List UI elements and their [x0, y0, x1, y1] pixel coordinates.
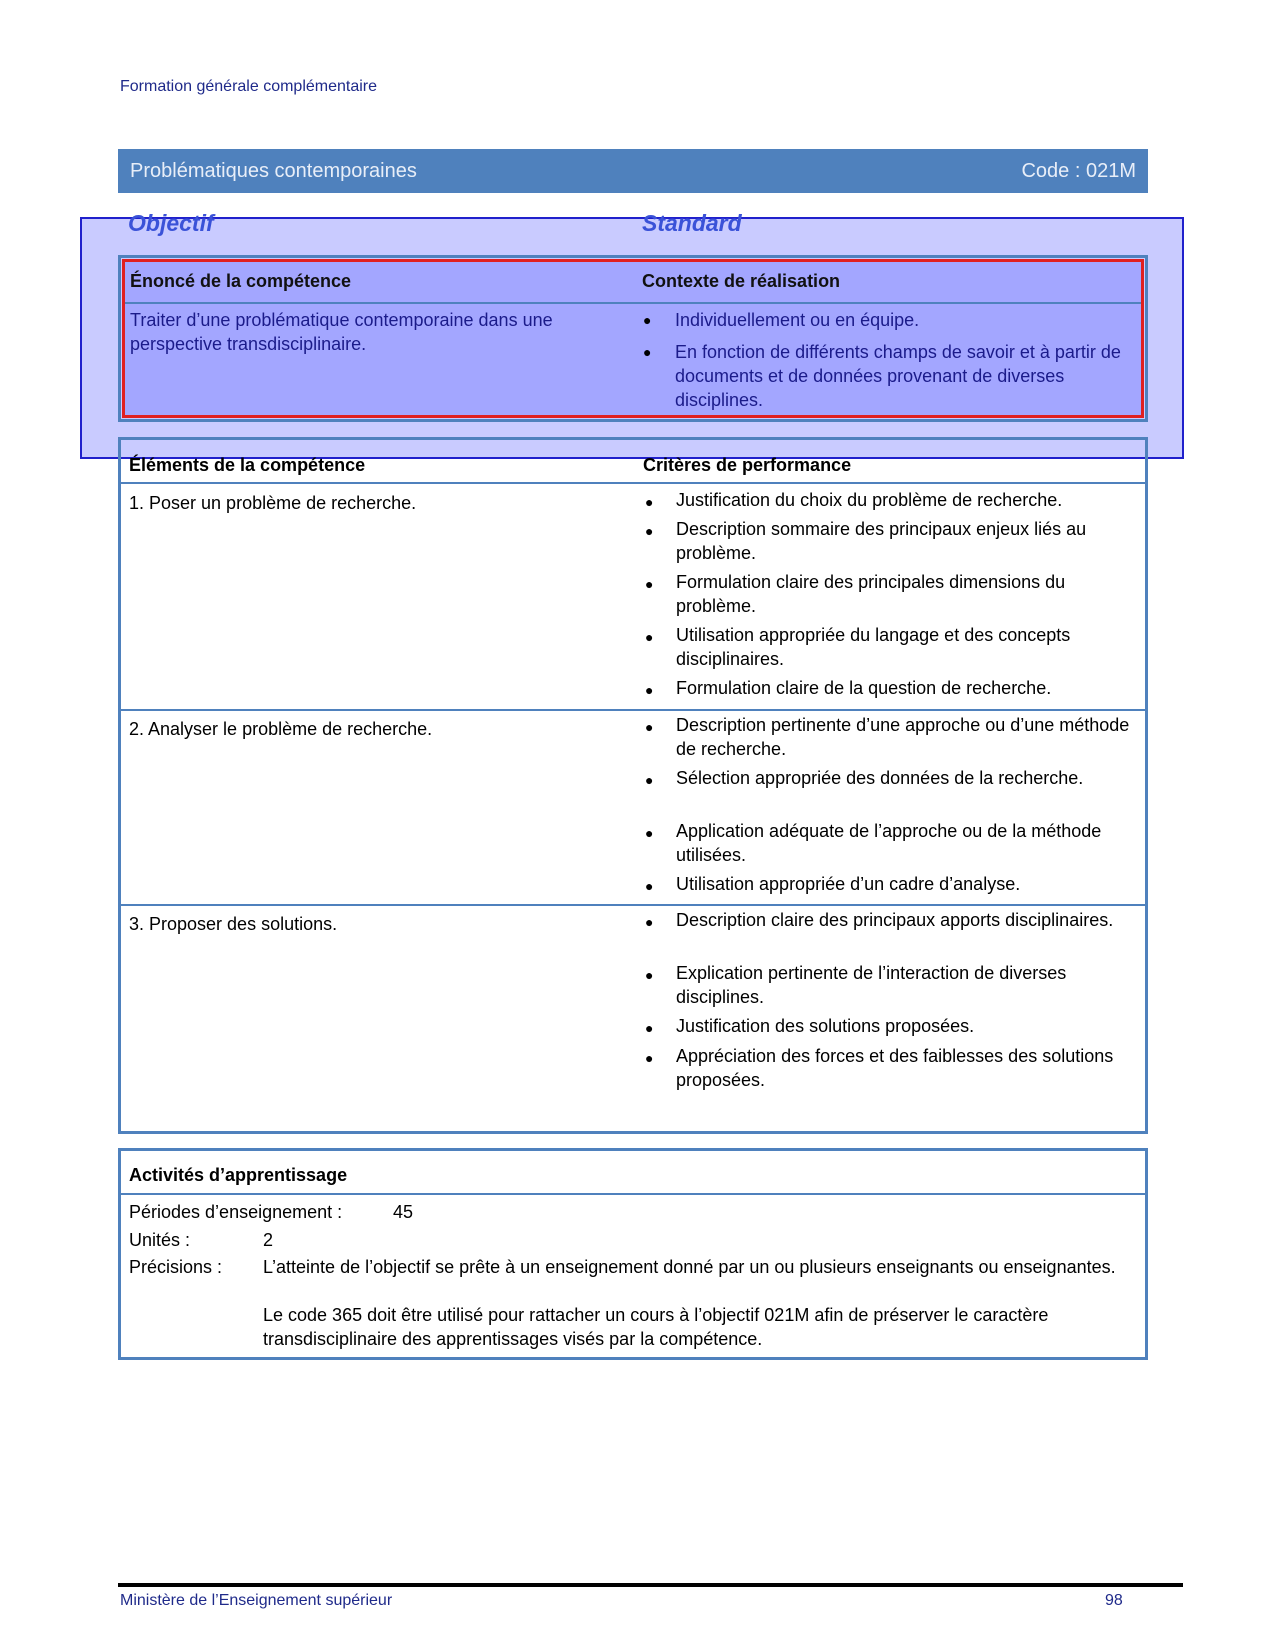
bullet-icon: ●	[645, 719, 654, 735]
criteria-item: Sélection appropriée des données de la recherche.	[676, 768, 1084, 788]
units-value: 2	[263, 1230, 274, 1250]
title-bar	[118, 149, 1148, 193]
contexte-item: En fonction de différents champs de savoir et à partir de documents et de données provenant de diverses disciplines.	[675, 342, 1121, 410]
periods-label: Périodes d’enseignement :	[129, 1202, 343, 1222]
bullet-icon: ●	[645, 682, 654, 698]
activities-heading: Activités d’apprentissage	[129, 1165, 348, 1185]
row-divider	[121, 709, 1145, 711]
bullet-icon: ●	[645, 772, 654, 788]
bullet-icon: ●	[645, 629, 654, 645]
criteria-item: Description pertinente d’une approche ou d’une méthode de recherche.	[676, 715, 1130, 759]
element-item: 1. Poser un problème de recherche.	[129, 493, 417, 513]
elements-heading: Éléments de la compétence	[129, 455, 366, 475]
page-title: Problématiques contemporaines	[130, 160, 417, 182]
objective-selection-frame	[122, 259, 1144, 418]
bullet-icon: ●	[645, 878, 654, 894]
bullet-icon: ●	[645, 967, 654, 983]
bullet-icon: ●	[645, 914, 654, 930]
elements-box	[118, 437, 1148, 1134]
periods-value: 45	[393, 1202, 414, 1222]
criteria-item: Formulation claire de la question de recherche.	[676, 678, 1052, 698]
criteria-item: Description claire des principaux apports disciplinaires.	[676, 910, 1114, 930]
row-divider	[121, 904, 1145, 906]
criteria-item: Formulation claire des principales dimensions du problème.	[676, 572, 1066, 616]
elements-divider	[121, 482, 1145, 484]
footer-rule	[118, 1583, 1183, 1587]
enonce-text: Traiter d’une problématique contemporaine dans une perspective transdisciplinaire.	[130, 310, 553, 354]
precisions-text: L’atteinte de l’objectif se prête à un enseignement donné par un ou plusieurs enseignants ou enseignantes.	[263, 1257, 1116, 1277]
activities-box	[118, 1148, 1148, 1360]
course-code: Code : 021M	[1021, 160, 1136, 182]
contexte-heading: Contexte de réalisation	[642, 271, 841, 291]
criteria-item: Explication pertinente de l’interaction de diverses disciplines.	[676, 963, 1067, 1007]
bullet-icon: ●	[645, 576, 654, 592]
bullet-icon: ●	[645, 1020, 654, 1036]
criteria-item: Application adéquate de l’approche ou de la méthode utilisées.	[676, 821, 1102, 865]
precisions-label: Précisions :	[129, 1257, 223, 1277]
criteria-item: Description sommaire des principaux enjeux liés au problème.	[676, 519, 1087, 563]
element-item: 2. Analyser le problème de recherche.	[129, 719, 433, 739]
bullet-icon: ●	[645, 494, 654, 510]
element-item: 3. Proposer des solutions.	[129, 914, 338, 934]
objective-divider	[125, 302, 1141, 304]
units-label: Unités :	[129, 1230, 191, 1250]
footer-ministry: Ministère de l’Enseignement supérieur	[120, 1592, 393, 1609]
page-number: 98	[1105, 1592, 1123, 1609]
criteria-heading: Critères de performance	[643, 455, 852, 475]
activities-divider	[121, 1193, 1145, 1195]
bullet-icon: ●	[645, 523, 654, 539]
precisions-text: Le code 365 doit être utilisé pour rattacher un cours à l’objectif 021M afin de préserver le caractère transdisciplinaire des apprentissages visés par la compétence.	[263, 1305, 1049, 1349]
bullet-icon: ●	[643, 312, 652, 328]
criteria-item: Justification du choix du problème de recherche.	[676, 490, 1063, 510]
bullet-icon: ●	[645, 825, 654, 841]
criteria-item: Utilisation appropriée d’un cadre d’analyse.	[676, 874, 1021, 894]
criteria-item: Appréciation des forces et des faiblesses des solutions proposées.	[676, 1046, 1114, 1090]
standard-heading: Standard	[642, 210, 742, 236]
enonce-heading: Énoncé de la compétence	[130, 271, 352, 291]
criteria-item: Utilisation appropriée du langage et des concepts disciplinaires.	[676, 625, 1071, 669]
objective-heading: Objectif	[128, 210, 214, 236]
criteria-item: Justification des solutions proposées.	[676, 1016, 975, 1036]
bullet-icon: ●	[645, 1050, 654, 1066]
contexte-item: Individuellement ou en équipe.	[675, 310, 920, 330]
bullet-icon: ●	[643, 344, 652, 360]
document-header: Formation générale complémentaire	[120, 78, 378, 95]
